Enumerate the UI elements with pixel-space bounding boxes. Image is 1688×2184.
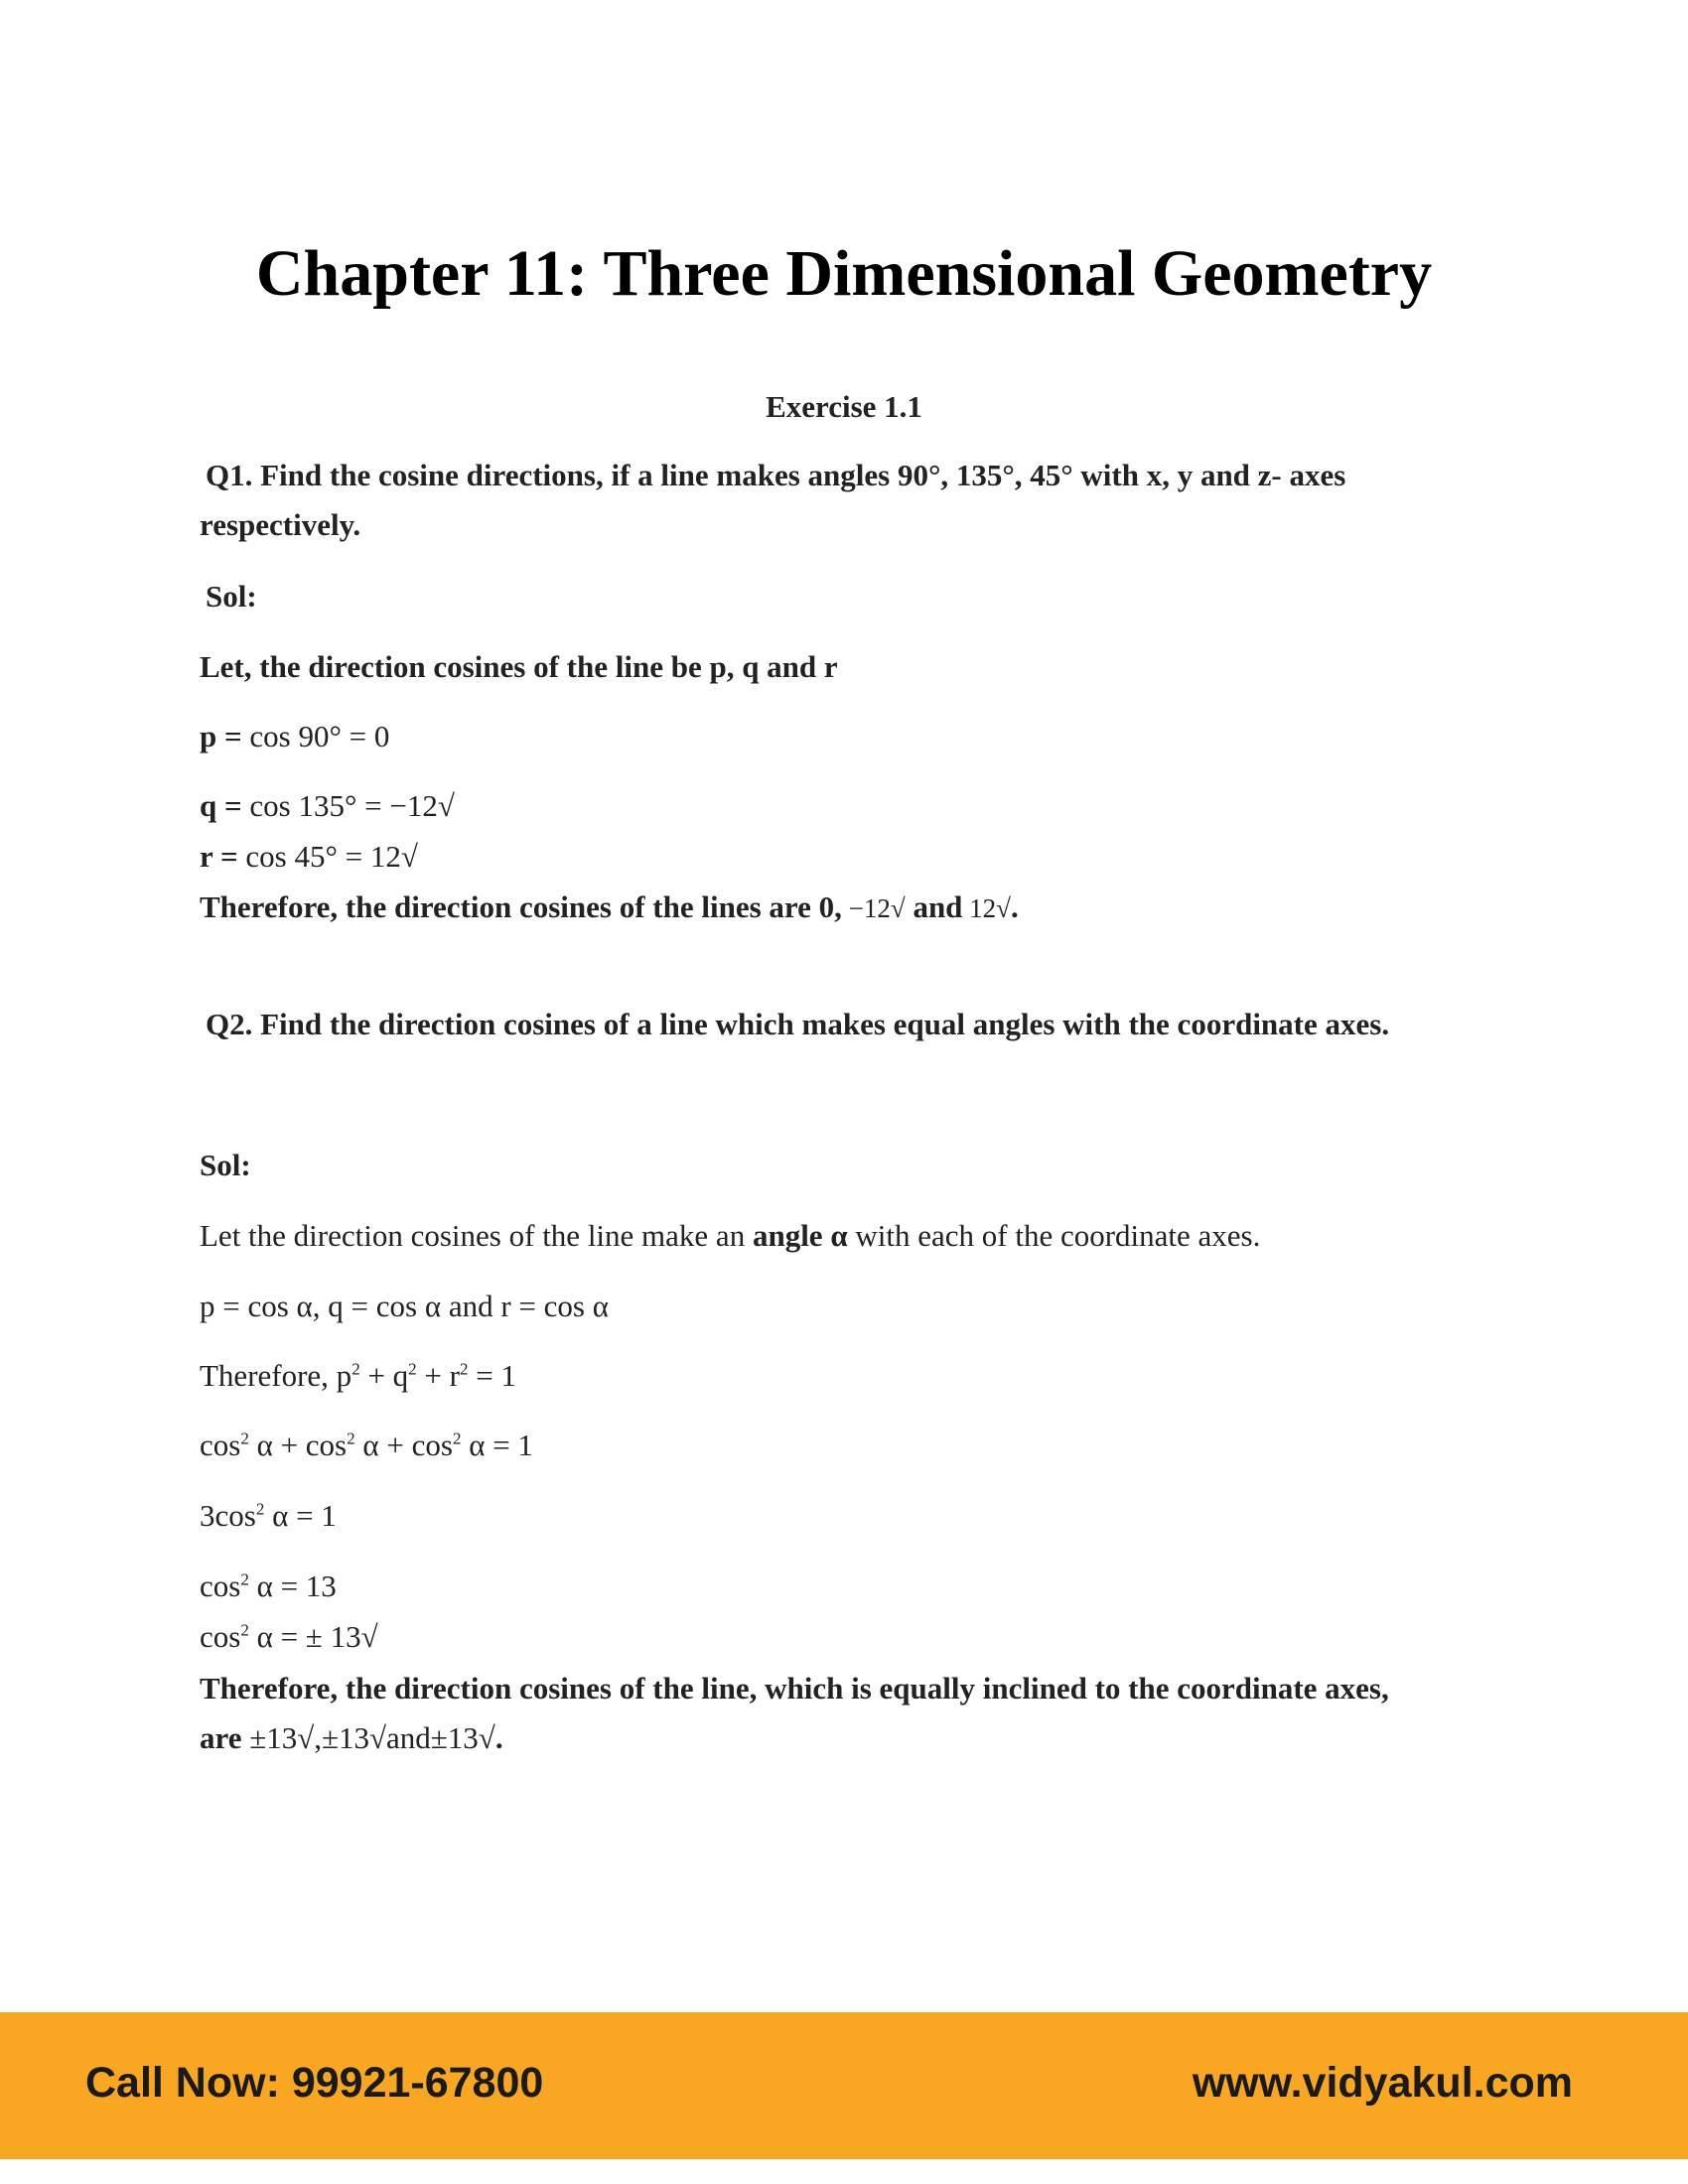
q2-conclusion-period: .: [494, 1720, 503, 1755]
superscript: 2: [459, 1359, 469, 1379]
p-label: p =: [200, 719, 242, 753]
q1-sol-label: Sol:: [206, 579, 257, 614]
footer-phone[interactable]: Call Now: 99921-67800: [85, 2059, 544, 2107]
q1-conclusion: [200, 888, 1019, 927]
q1-conclusion-and: and: [905, 889, 963, 924]
q1-p-equation: [200, 718, 389, 755]
exercise-heading: Exercise 1.1: [766, 389, 922, 424]
superscript: 2: [452, 1429, 462, 1448]
cos-term: cos: [200, 1619, 241, 1654]
q1-let-statement: Let, the direction cosines of the line be p, q and r: [200, 649, 838, 684]
superscript: 2: [240, 1429, 249, 1448]
sum-part-p: Therefore, p: [200, 1358, 352, 1393]
q1-conclusion-period: .: [1011, 889, 1019, 924]
cos-term: cos: [200, 1428, 241, 1462]
r-label: r =: [200, 839, 238, 874]
q1-conclusion-value1: −12√: [841, 893, 906, 923]
fraction-result: α = 13: [248, 1569, 337, 1603]
q1-conclusion-value2: 12√: [962, 893, 1011, 923]
q2-conclusion-line1: Therefore, the direction cosines of the line, which is equally inclined to the coordinate axes,: [200, 1671, 1389, 1706]
superscript: 2: [347, 1429, 355, 1448]
cos-term: α + cos: [354, 1428, 453, 1462]
three-cos-term: 3cos: [200, 1498, 256, 1533]
q2-question: Q2. Find the direction cosines of a line which makes equal angles with the coordinate axes.: [206, 1007, 1390, 1041]
q2-sum-of-squares: [200, 1357, 516, 1395]
footer-website-link[interactable]: www.vidyakul.com: [1192, 2059, 1573, 2107]
superscript: 2: [240, 1620, 249, 1640]
q2-let-part1: Let the direction cosines of the line make an: [200, 1218, 753, 1253]
q2-let-angle: angle α: [752, 1218, 848, 1253]
q2-conclusion-line2: [200, 1719, 503, 1757]
q2-let-part3: with each of the coordinate axes.: [847, 1218, 1261, 1253]
superscript: 2: [255, 1499, 265, 1519]
cos-term: α = 1: [461, 1428, 533, 1462]
q1-q-equation: [200, 787, 455, 825]
q1-r-equation: [200, 838, 418, 876]
cos-term: α + cos: [248, 1428, 348, 1462]
q-expression: cos 135° = −12√: [241, 788, 455, 823]
q2-sol-label: Sol:: [200, 1148, 251, 1182]
r-expression: cos 45° = 12√: [237, 839, 418, 874]
superscript: 2: [352, 1359, 360, 1379]
three-cos-result: α = 1: [264, 1498, 337, 1533]
sum-part-q: + q: [359, 1358, 409, 1393]
page-title: Chapter 11: Three Dimensional Geometry: [255, 237, 1433, 310]
q2-root-equation: [200, 1618, 378, 1656]
q2-conclusion-values: ±13√,±13√and±13√: [249, 1720, 495, 1755]
cos-term: cos: [200, 1569, 241, 1603]
q2-let-statement: [200, 1217, 1260, 1255]
q2-three-cos-equation: [200, 1497, 337, 1535]
root-result: α = ± 13√: [248, 1619, 378, 1654]
q2-conclusion-are: are: [200, 1720, 250, 1755]
q2-cos-sum-equation: [200, 1427, 533, 1464]
q1-question-line1: Q1. Find the cosine directions, if a line makes angles 90°, 135°, 45° with x, y and z- axes: [206, 458, 1346, 492]
sum-part-r: + r: [416, 1358, 460, 1393]
q1-conclusion-text: Therefore, the direction cosines of the lines are 0,: [200, 889, 842, 924]
q2-pqr-equation: p = cos α, q = cos α and r = cos α: [200, 1289, 609, 1323]
q-label: q =: [200, 788, 242, 823]
superscript: 2: [240, 1570, 249, 1589]
q2-fraction-equation: [200, 1568, 337, 1605]
sum-part-result: = 1: [468, 1358, 516, 1393]
q1-question-line2: respectively.: [200, 507, 361, 542]
p-expression: cos 90° = 0: [241, 719, 390, 753]
superscript: 2: [408, 1359, 417, 1379]
footer-banner: [0, 2012, 1688, 2159]
